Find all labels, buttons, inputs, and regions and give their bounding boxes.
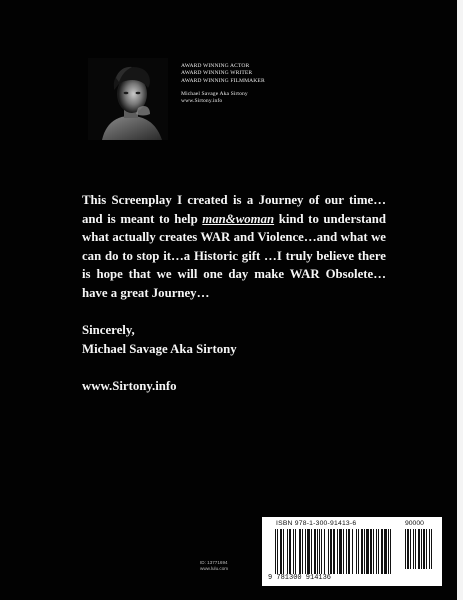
barcode-stripe — [413, 529, 414, 569]
barcode-stripe — [381, 529, 383, 574]
barcode-stripe — [356, 529, 357, 574]
barcode-stripe — [346, 529, 347, 574]
barcode-stripe — [421, 529, 422, 569]
barcode-stripe — [390, 529, 391, 574]
barcode-stripe — [324, 529, 325, 574]
barcode-stripe — [299, 529, 301, 574]
barcode-stripe — [339, 529, 342, 574]
barcode-stripe — [370, 529, 372, 574]
barcode-addon-bars — [405, 529, 437, 569]
barcode-stripe — [418, 529, 420, 569]
barcode-stripe — [280, 529, 282, 574]
barcode-stripe — [388, 529, 389, 574]
barcode-stripe — [378, 529, 379, 574]
description-paragraph — [82, 191, 386, 302]
description-text-start: This Screenplay I created is a Journey of our time…and is meant to help — [82, 193, 386, 226]
barcode-digits: 9 781300 914136 — [268, 574, 332, 582]
price-code: 90000 — [405, 520, 424, 527]
barcode-stripe — [302, 529, 303, 574]
barcode-stripe — [337, 529, 338, 574]
barcode-stripe — [343, 529, 344, 574]
barcode-stripe — [330, 529, 332, 574]
barcode-stripe — [289, 529, 291, 574]
barcode-stripe — [305, 529, 306, 574]
barcode-stripe — [348, 529, 350, 574]
barcode-stripe — [361, 529, 363, 574]
barcode-stripe — [410, 529, 411, 569]
printer-id: ID: 13771694 — [200, 560, 228, 565]
barcode-stripe — [314, 529, 316, 574]
barcode-stripe — [423, 529, 425, 569]
signature-closing: Sincerely, — [82, 323, 135, 337]
barcode-stripe — [287, 529, 288, 574]
author-site: www.Sirtony.info — [181, 98, 223, 105]
description-text-end: kind to understand what actually creates WAR and Violence…and what we can do to stop it…a Historic gift …I truly believe there is hope that we will one day make WAR Obsolete…have a great Journey… — [82, 211, 386, 300]
barcode-stripe — [319, 529, 320, 574]
barcode-stripe — [321, 529, 322, 574]
barcode-stripe — [333, 529, 335, 574]
credit-writer: AWARD WINNING WRITER — [181, 70, 253, 77]
barcode-stripe — [373, 529, 374, 574]
author-photo — [88, 58, 168, 140]
barcode-stripe — [429, 529, 430, 569]
barcode-stripe — [407, 529, 409, 569]
author-name: Michael Savage Aka Sirtony — [181, 90, 248, 97]
barcode-stripe — [295, 529, 296, 574]
barcode-stripe — [366, 529, 369, 574]
author-credits — [181, 63, 301, 105]
barcode-stripe — [431, 529, 432, 569]
page-edge — [457, 0, 463, 600]
barcode-stripe — [317, 529, 318, 574]
barcode-stripe — [328, 529, 329, 574]
signature-name: Michael Savage Aka Sirtony — [82, 341, 237, 356]
barcode-stripe — [415, 529, 416, 569]
barcode-stripe — [283, 529, 284, 574]
barcode-stripe — [307, 529, 310, 574]
barcode-stripe — [405, 529, 406, 569]
emphasis-text: man&woman — [202, 211, 275, 226]
barcode-stripe — [384, 529, 387, 574]
barcode-stripe — [275, 529, 276, 574]
barcode-stripe — [364, 529, 365, 574]
barcode-stripe — [277, 529, 278, 574]
barcode-stripe — [293, 529, 294, 574]
body-text — [82, 191, 386, 396]
credit-filmmaker: AWARD WINNING FILMMAKER — [181, 77, 265, 84]
barcode-stripe — [376, 529, 377, 574]
printer-info — [200, 560, 228, 572]
printer-site: www.lulu.com — [200, 566, 229, 571]
isbn-label: ISBN 978-1-300-91413-6 — [276, 520, 357, 527]
barcode-bars — [275, 529, 399, 574]
isbn-barcode — [262, 517, 442, 586]
signature-block — [82, 321, 386, 358]
barcode-stripe — [426, 529, 427, 569]
credit-actor: AWARD WINNING ACTOR — [181, 63, 250, 69]
barcode-stripe — [311, 529, 312, 574]
barcode-stripe — [352, 529, 353, 574]
website-link[interactable]: www.Sirtony.info — [82, 379, 177, 393]
barcode-stripe — [358, 529, 359, 574]
